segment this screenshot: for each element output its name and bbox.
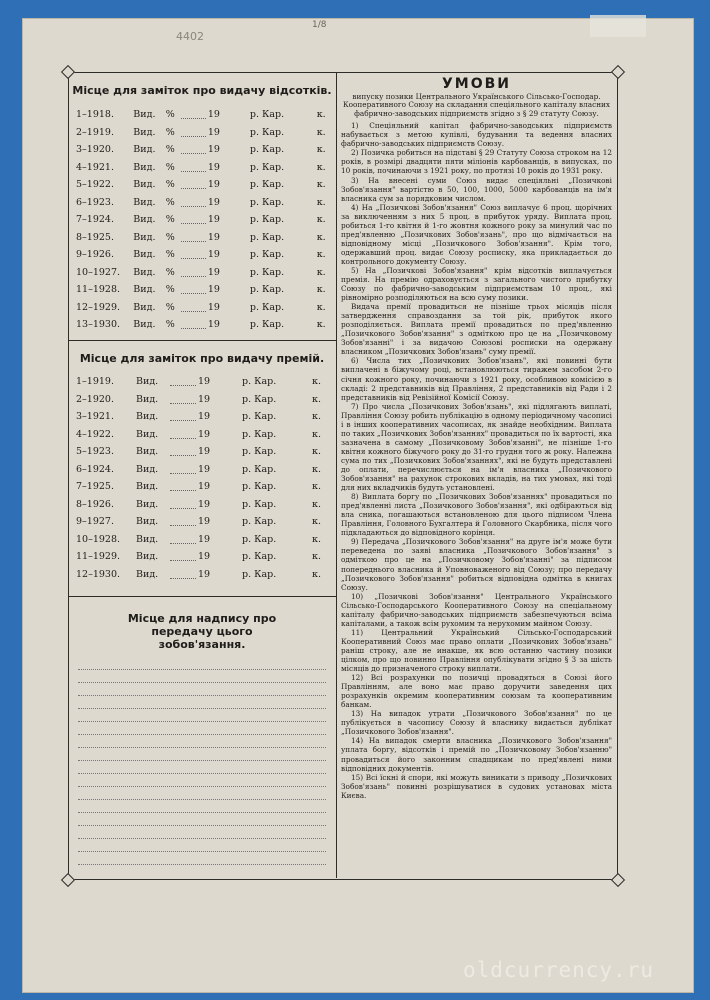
premium-row — [72, 548, 332, 566]
row-number: 11–1929. — [76, 551, 121, 563]
row-number: 5–1922. — [76, 179, 114, 191]
row-year: 19 — [207, 266, 220, 278]
row-issued: Вид. — [133, 249, 156, 261]
row-kop: к. — [316, 231, 326, 243]
row-amount: р. Кар. — [242, 568, 277, 580]
row-blank — [181, 250, 206, 259]
row-blank — [181, 233, 206, 242]
row-year: 19 — [198, 516, 211, 528]
row-issued: Вид. — [136, 516, 159, 528]
interest-section — [72, 84, 332, 334]
blank-line — [78, 864, 326, 866]
row-year: 19 — [198, 463, 211, 475]
row-kop: к. — [312, 498, 321, 510]
row-number: 4–1922. — [76, 428, 114, 440]
row-issued: Вид. — [133, 284, 156, 296]
row-percent: % — [165, 231, 175, 243]
row-issued: Вид. — [136, 393, 159, 405]
blank-line — [78, 695, 326, 697]
row-number: 9–1927. — [76, 516, 114, 528]
condition-paragraph: 10) „Позичкові Зобов'язання" Центрального Українського Сільсько-Господарського Кооперативного Союзу на спеціальному капіталу фабрично-заводських підприємств забезпечуються всіма капіталами, а також всім рухомим та нерухомим майном Союзу. — [341, 591, 612, 628]
row-number: 8–1926. — [76, 498, 114, 510]
row-year: 19 — [207, 214, 220, 226]
row-percent: % — [165, 284, 175, 296]
row-kop: к. — [312, 446, 321, 458]
blank-line — [78, 708, 326, 710]
row-percent: % — [165, 301, 175, 313]
row-kop: к. — [316, 249, 326, 261]
transfer-section-title: Місце для надпису про передачу цього зобов'язання. — [127, 612, 277, 651]
interest-row — [72, 159, 332, 177]
row-number: 3–1920. — [76, 144, 114, 156]
condition-paragraph: 3) На внесені суми Союз видає спеціяльні „Позичкові Зобов'язання" вартістю в 50, 100, 1000, 5000 карбованців на ім'я власника сум за порядковим числом. — [341, 175, 612, 203]
row-percent: % — [165, 214, 175, 226]
row-amount: р. Кар. — [249, 109, 285, 121]
row-number: 10–1927. — [76, 266, 121, 278]
row-blank — [181, 320, 206, 329]
row-issued: Вид. — [133, 266, 156, 278]
row-amount: р. Кар. — [249, 319, 285, 331]
row-year: 19 — [207, 126, 220, 138]
row-kop: к. — [316, 301, 326, 313]
row-amount: р. Кар. — [242, 393, 277, 405]
row-kop: к. — [312, 463, 321, 475]
conditions-title: УМОВИ — [441, 76, 511, 92]
premium-row — [72, 478, 332, 496]
row-year: 19 — [198, 481, 211, 493]
row-amount: р. Кар. — [242, 376, 277, 388]
row-year: 19 — [207, 161, 220, 173]
row-kop: к. — [316, 284, 326, 296]
row-number: 12–1929. — [76, 301, 121, 313]
premium-rows — [72, 373, 332, 583]
row-blank — [170, 535, 196, 544]
blank-line — [78, 760, 326, 762]
row-number: 2–1920. — [76, 393, 114, 405]
section-divider — [68, 596, 336, 597]
premium-row — [72, 496, 332, 514]
row-kop: к. — [316, 266, 326, 278]
row-blank — [181, 303, 206, 312]
row-year: 19 — [207, 249, 220, 261]
row-issued: Вид. — [136, 551, 159, 563]
row-amount: р. Кар. — [249, 214, 285, 226]
row-issued: Вид. — [136, 498, 159, 510]
row-blank — [181, 110, 206, 119]
blank-line — [78, 851, 326, 853]
row-amount: р. Кар. — [249, 161, 285, 173]
section-divider — [68, 340, 336, 341]
row-amount: р. Кар. — [242, 498, 277, 510]
row-issued: Вид. — [133, 319, 156, 331]
row-kop: к. — [316, 179, 326, 191]
row-issued: Вид. — [133, 214, 156, 226]
row-issued: Вид. — [133, 179, 156, 191]
transfer-section — [72, 612, 332, 877]
row-year: 19 — [198, 411, 211, 423]
row-kop: к. — [312, 516, 321, 528]
row-issued: Вид. — [136, 533, 159, 545]
interest-row — [72, 176, 332, 194]
row-kop: к. — [312, 551, 321, 563]
premium-row — [72, 566, 332, 584]
interest-row — [72, 194, 332, 212]
row-issued: Вид. — [136, 463, 159, 475]
row-amount: р. Кар. — [249, 301, 285, 313]
interest-row — [72, 106, 332, 124]
premium-section — [72, 352, 332, 583]
row-year: 19 — [198, 551, 211, 563]
row-kop: к. — [312, 428, 321, 440]
row-number: 2–1919. — [76, 126, 114, 138]
column-divider — [336, 72, 337, 878]
premium-section-title: Місце для заміток про видачу премій. — [79, 352, 325, 365]
row-amount: р. Кар. — [242, 516, 277, 528]
row-percent: % — [165, 179, 175, 191]
row-blank — [170, 500, 196, 509]
row-kop: к. — [316, 214, 326, 226]
row-number: 7–1924. — [76, 214, 114, 226]
row-issued: Вид. — [136, 376, 159, 388]
row-year: 19 — [207, 284, 220, 296]
row-blank — [170, 447, 196, 456]
row-amount: р. Кар. — [242, 428, 277, 440]
row-issued: Вид. — [133, 109, 156, 121]
interest-row — [72, 246, 332, 264]
transfer-lines — [72, 669, 332, 866]
blank-line — [78, 773, 326, 775]
premium-row — [72, 426, 332, 444]
row-blank — [170, 465, 196, 474]
condition-paragraph: Видача премії провадиться не пізніше трьох місяців після затвердження справоздання за той рік, прибуток якого розподіляється. Виплата премії провадиться по пред'явленню „Позичкового Зобов'язання" з одміткою про це на „Позичковому Зобов'язанні" і за видачою Союзові росписки на одержану власником „Позичкових Зобов'язань" суму премії. — [341, 302, 612, 357]
row-number: 3–1921. — [76, 411, 114, 423]
blank-line — [78, 747, 326, 749]
row-blank — [181, 180, 206, 189]
interest-row — [72, 124, 332, 142]
condition-paragraph: 14) На випадок смерти власника „Позичкового Зобов'язання" уплата боргу, відсотків і премій по „Позичковому Зобов'язанню" провадиться його законним спадщикам по пред'явлені ними відповідних документів. — [341, 736, 612, 773]
row-number: 9–1926. — [76, 249, 114, 261]
row-kop: к. — [316, 126, 326, 138]
blank-line — [78, 721, 326, 723]
row-year: 19 — [207, 231, 220, 243]
row-year: 19 — [198, 498, 211, 510]
row-issued: Вид. — [133, 126, 156, 138]
row-blank — [170, 430, 196, 439]
row-kop: к. — [316, 109, 326, 121]
watermark: oldcurrency.ru — [462, 958, 654, 982]
row-year: 19 — [198, 376, 211, 388]
blank-line — [78, 812, 326, 814]
row-year: 19 — [207, 109, 220, 121]
row-kop: к. — [312, 411, 321, 423]
row-issued: Вид. — [136, 411, 159, 423]
interest-section-title: Місце для заміток про видачу відсотків. — [72, 84, 332, 97]
row-percent: % — [165, 249, 175, 261]
row-year: 19 — [198, 393, 211, 405]
condition-paragraph: 5) На „Позичкові Зобов'язання" крім відсотків виплачується премія. На премію одраховується з загального чистого прибутку Союзу по фабрично-заводським підприємствам 10 проц., які рівномірно розподіляються на всю суму позики. — [341, 265, 612, 303]
row-kop: к. — [316, 319, 326, 331]
paper-tear — [590, 15, 646, 37]
row-blank — [170, 570, 196, 579]
row-kop: к. — [312, 481, 321, 493]
row-year: 19 — [198, 568, 211, 580]
interest-row — [72, 211, 332, 229]
row-blank — [170, 482, 196, 491]
premium-row — [72, 443, 332, 461]
row-percent: % — [165, 144, 175, 156]
row-blank — [170, 517, 196, 526]
row-kop: к. — [312, 533, 321, 545]
blank-line — [78, 825, 326, 827]
condition-paragraph: 4) На „Позичкові Зобов'язання" Союз виплачує 6 проц. щорічних за виключенням з них 5 проц. в прибуток уряду. Виплата проц. робиться 1-го квітня й 1-го жовтня кожного року за минулий час по пред'явленню „Позичкових Зобов'язань", про що відмічається на відповідному місці „Позичкового Зобов'язання". Крім того, одержавший проц. видає Союзу росписку, яка прикладається до контрольного документу Союзу. — [341, 202, 612, 266]
row-year: 19 — [207, 196, 220, 208]
conditions-subtitle: випуску позики Центрального Українського Сільсько-Господар. Кооперативного Союзу на складання спеціяльного капіталу власних фабрично-заводських підприємств згідно з § 29 статуту Союзу. — [342, 92, 611, 118]
row-percent: % — [165, 126, 175, 138]
row-amount: р. Кар. — [249, 231, 285, 243]
blank-line — [78, 682, 326, 684]
row-blank — [181, 128, 206, 137]
row-year: 19 — [207, 144, 220, 156]
row-year: 19 — [207, 319, 220, 331]
row-amount: р. Кар. — [249, 179, 285, 191]
row-amount: р. Кар. — [249, 144, 285, 156]
condition-paragraph: 12) Всі розрахунки по позичці провадяться в Союзі його Правлінням, але воно має право доручити заведення цих розрахунків окремим кооперативним союзам та кооперативним банкам. — [341, 673, 612, 710]
interest-row — [72, 229, 332, 247]
premium-row — [72, 373, 332, 391]
row-blank — [170, 377, 196, 386]
row-issued: Вид. — [133, 161, 156, 173]
row-issued: Вид. — [133, 144, 156, 156]
interest-rows — [72, 106, 332, 334]
row-amount: р. Кар. — [249, 266, 285, 278]
row-number: 10–1928. — [76, 533, 121, 545]
row-amount: р. Кар. — [242, 446, 277, 458]
condition-paragraph: 15) Всі їскні й спори, які можуть виникати з приводу „Позичкових Зобов'язань" повинні розрішуватися в судових установах міста Києва. — [341, 772, 612, 800]
row-kop: к. — [312, 376, 321, 388]
row-number: 12–1930. — [76, 568, 121, 580]
row-amount: р. Кар. — [249, 249, 285, 261]
row-blank — [181, 198, 206, 207]
row-amount: р. Кар. — [242, 463, 277, 475]
premium-row — [72, 513, 332, 531]
row-number: 1–1919. — [76, 376, 114, 388]
row-issued: Вид. — [136, 446, 159, 458]
blank-line — [78, 669, 326, 671]
interest-row — [72, 264, 332, 282]
conditions-text — [341, 121, 612, 800]
row-number: 5–1923. — [76, 446, 114, 458]
row-issued: Вид. — [133, 196, 156, 208]
row-blank — [181, 163, 206, 172]
row-year: 19 — [207, 301, 220, 313]
row-percent: % — [165, 266, 175, 278]
row-amount: р. Кар. — [249, 126, 285, 138]
row-percent: % — [165, 161, 175, 173]
row-year: 19 — [198, 428, 211, 440]
row-issued: Вид. — [136, 428, 159, 440]
row-percent: % — [165, 109, 175, 121]
row-number: 13–1930. — [76, 319, 121, 331]
row-issued: Вид. — [133, 301, 156, 313]
row-kop: к. — [312, 393, 321, 405]
condition-paragraph: 7) Про числа „Позичкових Зобов'язань", які підлягають виплаті, Правління Союзу робить публікацію в одному періодичному часописі і в інших кооперативних часописах, як знайде необхідним. Виплата по таких „Позичкових Зобов'язаннях" провадиться по їх вартості, яка зазначена в самому „Позичковому Зобов'язанні", не пізніше 1-го квітня кожного біжучого року до 31-го грудня того ж року. Належна сума по тих „Позичкових Зобов'язаннях", які не будуть представлені до оплати, перечислюється на ім'я власника „Позичкового Зобов'язання" на рахунок строкових вкладів, на тих умовах, які тоді для них вкладчиків будуть установлені. — [341, 401, 612, 493]
row-kop: к. — [316, 196, 326, 208]
row-year: 19 — [207, 179, 220, 191]
row-number: 4–1921. — [76, 161, 114, 173]
row-amount: р. Кар. — [242, 411, 277, 423]
row-kop: к. — [312, 568, 321, 580]
condition-paragraph: 1) Спеціяльний капітал фабрично-заводських підприємств набувається з метою купівлі, будування та ведення власних фабрично-заводських підприємств Союзу. — [341, 121, 612, 149]
premium-row — [72, 391, 332, 409]
condition-paragraph: 8) Виплата боргу по „Позичкових Зобов'язаннях" провадиться по пред'явленні листа „Позичкового Зобов'язання", які одбіраються від вла сника, погашаються встановленою для цього підписом Члена Правління, Головного Бухгалтера й Головного Скарбника, після чого підкладаються до відповідного корінця. — [341, 492, 612, 538]
row-number: 1–1918. — [76, 109, 114, 121]
row-amount: р. Кар. — [242, 481, 277, 493]
row-blank — [170, 412, 196, 421]
pencil-note: 4402 — [176, 30, 204, 43]
interest-row — [72, 299, 332, 317]
blank-line — [78, 786, 326, 788]
premium-row — [72, 531, 332, 549]
conditions-column — [341, 76, 612, 800]
row-amount: р. Кар. — [242, 533, 277, 545]
row-blank — [181, 268, 206, 277]
row-year: 19 — [198, 446, 211, 458]
interest-row — [72, 316, 332, 334]
row-number: 8–1925. — [76, 231, 114, 243]
row-number: 6–1923. — [76, 196, 114, 208]
row-amount: р. Кар. — [249, 196, 285, 208]
row-issued: Вид. — [136, 568, 159, 580]
blank-line — [78, 734, 326, 736]
row-kop: к. — [316, 144, 326, 156]
blank-line — [78, 799, 326, 801]
row-number: 7–1925. — [76, 481, 114, 493]
row-percent: % — [165, 196, 175, 208]
row-amount: р. Кар. — [249, 284, 285, 296]
top-mark: 1/8 — [312, 20, 327, 30]
row-percent: % — [165, 319, 175, 331]
row-issued: Вид. — [133, 231, 156, 243]
condition-paragraph: 2) Позичка робиться на підставі § 29 Статуту Союза строком на 12 років, в розмірі двадцяти пяти міліонів карбованців, в випусках, по 10 років, починаючи з 1921 року, по протязі 10 років до 1931 року. — [341, 148, 612, 176]
row-issued: Вид. — [136, 481, 159, 493]
row-year: 19 — [198, 533, 211, 545]
row-number: 6–1924. — [76, 463, 114, 475]
interest-row — [72, 281, 332, 299]
condition-paragraph: 9) Передача „Позичкового Зобов'язання" на друге ім'я може бути переведена по заяві власника „Позичкового Зобов'язання" з одміткою про це на „Позичковому Зобов'язанні" за підписом попереднього власника й Уповноваженого від Союзу; про передачу „Позичкового Зобов'язання" робиться відповідна одмітка в книгах Союзу. — [341, 537, 612, 592]
interest-row — [72, 141, 332, 159]
row-blank — [181, 285, 206, 294]
row-blank — [170, 552, 196, 561]
premium-row — [72, 408, 332, 426]
condition-paragraph: 13) На випадок утрати „Позичкового Зобов'язання" по це публікується в часопису Союзу й власнику видається дублікат „Позичкового Зобов'язання". — [341, 709, 612, 737]
row-blank — [170, 395, 196, 404]
condition-paragraph: 11) Центральний Український Сільсько-Господарський Кооперативний Союз має право оплати „Позичкових Зобов'язань" раніш строку, але не инакше, як всю останню частину позики цілком, про що повинно Правління опублікувати згідно § 3 за шість місяців до призначеного строку виплати. — [341, 627, 612, 674]
row-number: 11–1928. — [76, 284, 121, 296]
condition-paragraph: 6) Числа тих „Позичкових Зобов'язань", які повинні бути виплачені в біжучому році, встановлюються тиражем засобом 2-го січня кожного року, починаючи з 1921 року, особливою комісією в складі: 2 представників від Правління, 2 представників від Ради і 2 представників від Ревізійної Комісії Союзу. — [341, 356, 612, 402]
row-amount: р. Кар. — [242, 551, 277, 563]
row-blank — [181, 215, 206, 224]
premium-row — [72, 461, 332, 479]
row-blank — [181, 145, 206, 154]
row-kop: к. — [316, 161, 326, 173]
blank-line — [78, 838, 326, 840]
